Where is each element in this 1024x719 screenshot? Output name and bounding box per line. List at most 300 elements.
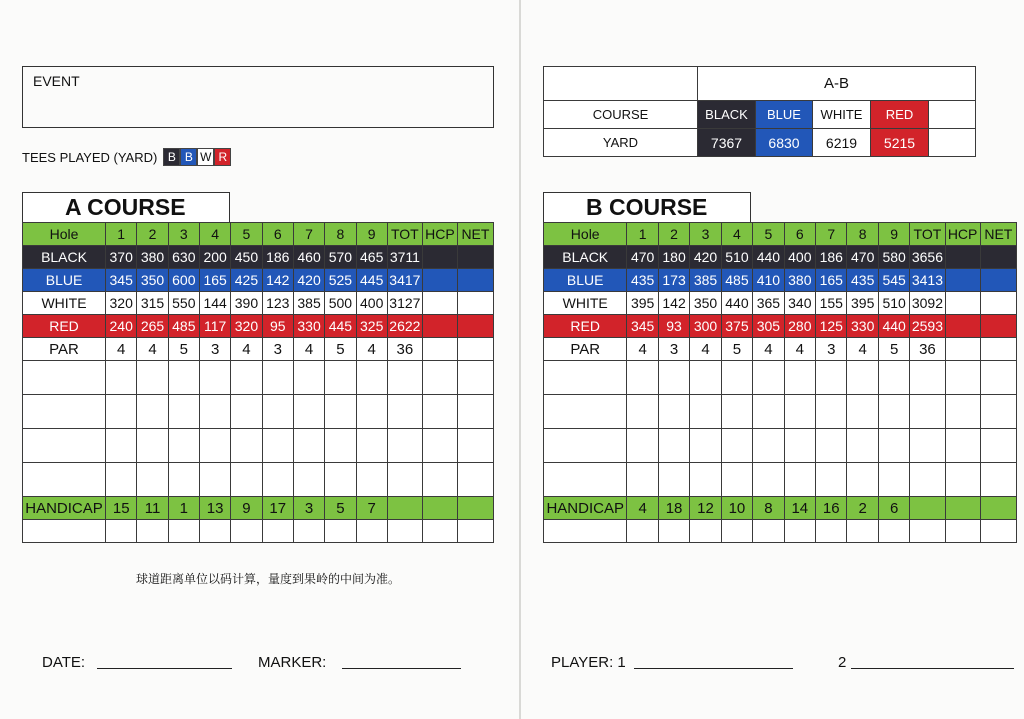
score-entry-cell[interactable] bbox=[980, 463, 1016, 497]
handicap-value-cell: 6 bbox=[878, 497, 909, 520]
black-value-cell: 3656 bbox=[910, 246, 945, 269]
score-entry-cell[interactable] bbox=[816, 463, 847, 497]
score-entry-cell[interactable] bbox=[721, 429, 752, 463]
ab-empty-cell bbox=[929, 101, 976, 129]
black-value-cell: 200 bbox=[199, 246, 230, 269]
a-course-scorecard bbox=[22, 222, 494, 543]
par-value-cell: 5 bbox=[168, 338, 199, 361]
blue-row-label: BLUE bbox=[544, 269, 627, 292]
score-entry-cell[interactable] bbox=[387, 520, 422, 543]
handicap-value-cell: 5 bbox=[325, 497, 356, 520]
score-entry-cell[interactable] bbox=[262, 463, 293, 497]
par-value-cell: 4 bbox=[231, 338, 262, 361]
black-value-cell: 186 bbox=[816, 246, 847, 269]
hole-header-cell: 9 bbox=[356, 223, 387, 246]
score-entry-cell[interactable] bbox=[168, 361, 199, 395]
white-tee-row bbox=[544, 292, 1017, 315]
handicap-net-cell[interactable] bbox=[980, 497, 1016, 520]
blue-value-cell: 420 bbox=[293, 269, 324, 292]
score-entry-cell[interactable] bbox=[847, 395, 878, 429]
black-value-cell: 470 bbox=[847, 246, 878, 269]
handicap-net-cell[interactable] bbox=[457, 497, 493, 520]
ab-yardage-table bbox=[543, 66, 976, 157]
score-entry-cell[interactable] bbox=[387, 361, 422, 395]
score-entry-cell[interactable] bbox=[721, 463, 752, 497]
score-entry-cell[interactable] bbox=[106, 361, 137, 395]
score-entry-cell[interactable] bbox=[137, 463, 168, 497]
score-entry-cell[interactable] bbox=[231, 395, 262, 429]
score-entry-cell[interactable] bbox=[293, 429, 324, 463]
score-entry-cell[interactable] bbox=[910, 429, 945, 463]
score-entry-cell[interactable] bbox=[627, 429, 658, 463]
white-net-cell[interactable] bbox=[980, 292, 1016, 315]
score-entry-cell[interactable] bbox=[753, 520, 784, 543]
par-value-cell: 4 bbox=[137, 338, 168, 361]
red-hcp-cell[interactable] bbox=[422, 315, 457, 338]
score-entry-cell[interactable] bbox=[658, 463, 689, 497]
white-value-cell: 395 bbox=[847, 292, 878, 315]
score-entry-cell[interactable] bbox=[293, 520, 324, 543]
score-entry-cell[interactable] bbox=[544, 361, 627, 395]
score-entry-cell[interactable] bbox=[910, 463, 945, 497]
handicap-value-cell: 10 bbox=[721, 497, 752, 520]
tee-swatch-white[interactable]: W bbox=[197, 148, 214, 166]
score-entry-cell[interactable] bbox=[658, 395, 689, 429]
par-value-cell: 4 bbox=[627, 338, 658, 361]
b-course-title: B COURSE bbox=[586, 194, 708, 220]
score-entry-cell[interactable] bbox=[262, 361, 293, 395]
black-hcp-cell[interactable] bbox=[422, 246, 457, 269]
handicap-row bbox=[23, 497, 494, 520]
blue-net-cell[interactable] bbox=[457, 269, 493, 292]
score-entry-row bbox=[23, 520, 494, 543]
red-value-cell: 240 bbox=[106, 315, 137, 338]
red-value-cell: 325 bbox=[356, 315, 387, 338]
score-entry-cell[interactable] bbox=[627, 395, 658, 429]
score-entry-row bbox=[544, 395, 1017, 429]
par-value-cell: 5 bbox=[325, 338, 356, 361]
score-entry-cell[interactable] bbox=[457, 395, 493, 429]
ab-tee-red: RED bbox=[871, 101, 929, 129]
par-hcp-cell[interactable] bbox=[945, 338, 980, 361]
score-entry-cell[interactable] bbox=[457, 361, 493, 395]
score-entry-cell[interactable] bbox=[457, 429, 493, 463]
white-value-cell: 385 bbox=[293, 292, 324, 315]
score-entry-cell[interactable] bbox=[231, 520, 262, 543]
score-entry-cell[interactable] bbox=[356, 520, 387, 543]
score-entry-cell[interactable] bbox=[23, 361, 106, 395]
blue-value-cell: 345 bbox=[106, 269, 137, 292]
score-entry-cell[interactable] bbox=[945, 520, 980, 543]
tee-swatch-red[interactable]: R bbox=[214, 148, 231, 166]
score-entry-cell[interactable] bbox=[168, 520, 199, 543]
score-entry-cell[interactable] bbox=[356, 395, 387, 429]
score-entry-cell[interactable] bbox=[387, 395, 422, 429]
score-entry-cell[interactable] bbox=[422, 429, 457, 463]
score-entry-cell[interactable] bbox=[422, 463, 457, 497]
black-value-cell: 510 bbox=[721, 246, 752, 269]
handicap-hcp-cell[interactable] bbox=[422, 497, 457, 520]
white-value-cell: 340 bbox=[784, 292, 815, 315]
hole-header-label: Hole bbox=[23, 223, 106, 246]
blue-value-cell: 3417 bbox=[387, 269, 422, 292]
white-hcp-cell[interactable] bbox=[945, 292, 980, 315]
white-value-cell: 3127 bbox=[387, 292, 422, 315]
blue-value-cell: 165 bbox=[199, 269, 230, 292]
score-entry-cell[interactable] bbox=[544, 395, 627, 429]
score-entry-cell[interactable] bbox=[721, 361, 752, 395]
black-value-cell: 186 bbox=[262, 246, 293, 269]
score-entry-cell[interactable] bbox=[690, 395, 721, 429]
score-entry-cell[interactable] bbox=[910, 361, 945, 395]
score-entry-cell[interactable] bbox=[753, 429, 784, 463]
score-entry-cell[interactable] bbox=[457, 463, 493, 497]
b-course-title-box bbox=[543, 192, 751, 222]
white-value-cell: 315 bbox=[137, 292, 168, 315]
par-net-cell[interactable] bbox=[980, 338, 1016, 361]
score-entry-row bbox=[23, 429, 494, 463]
score-entry-cell[interactable] bbox=[847, 463, 878, 497]
score-entry-cell[interactable] bbox=[544, 429, 627, 463]
tee-swatch-black[interactable]: B bbox=[163, 148, 180, 166]
blue-value-cell: 142 bbox=[262, 269, 293, 292]
score-entry-cell[interactable] bbox=[23, 463, 106, 497]
score-entry-cell[interactable] bbox=[980, 520, 1016, 543]
score-entry-cell[interactable] bbox=[910, 395, 945, 429]
score-entry-cell[interactable] bbox=[168, 395, 199, 429]
handicap-row-label: HANDICAP bbox=[23, 497, 106, 520]
red-value-cell: 445 bbox=[325, 315, 356, 338]
hole-header-cell: 2 bbox=[137, 223, 168, 246]
blue-value-cell: 445 bbox=[356, 269, 387, 292]
score-entry-cell[interactable] bbox=[627, 361, 658, 395]
score-entry-cell[interactable] bbox=[356, 463, 387, 497]
event-field[interactable] bbox=[22, 66, 494, 128]
blue-value-cell: 545 bbox=[878, 269, 909, 292]
blue-value-cell: 435 bbox=[627, 269, 658, 292]
score-entry-cell[interactable] bbox=[627, 520, 658, 543]
score-entry-cell[interactable] bbox=[422, 361, 457, 395]
score-entry-cell[interactable] bbox=[325, 520, 356, 543]
white-value-cell: 144 bbox=[199, 292, 230, 315]
handicap-value-cell: 13 bbox=[199, 497, 230, 520]
ab-yard-label: YARD bbox=[544, 129, 698, 157]
score-entry-cell[interactable] bbox=[325, 463, 356, 497]
white-value-cell: 395 bbox=[627, 292, 658, 315]
white-value-cell: 155 bbox=[816, 292, 847, 315]
score-entry-cell[interactable] bbox=[945, 395, 980, 429]
score-entry-cell[interactable] bbox=[293, 395, 324, 429]
blue-value-cell: 3413 bbox=[910, 269, 945, 292]
score-entry-cell[interactable] bbox=[356, 361, 387, 395]
score-entry-cell[interactable] bbox=[878, 520, 909, 543]
par-row-label: PAR bbox=[544, 338, 627, 361]
hole-header-cell: 1 bbox=[627, 223, 658, 246]
white-value-cell: 440 bbox=[721, 292, 752, 315]
score-entry-cell[interactable] bbox=[658, 361, 689, 395]
score-entry-cell[interactable] bbox=[262, 395, 293, 429]
score-entry-cell[interactable] bbox=[847, 520, 878, 543]
hole-header-cell: 1 bbox=[106, 223, 137, 246]
hole-header-row bbox=[23, 223, 494, 246]
score-entry-cell[interactable] bbox=[945, 361, 980, 395]
red-value-cell: 330 bbox=[293, 315, 324, 338]
score-entry-cell[interactable] bbox=[168, 429, 199, 463]
hole-header-cell: 2 bbox=[658, 223, 689, 246]
hole-header-row bbox=[544, 223, 1017, 246]
score-entry-cell[interactable] bbox=[23, 395, 106, 429]
score-entry-cell[interactable] bbox=[356, 429, 387, 463]
red-tee-row bbox=[23, 315, 494, 338]
handicap-value-cell: 12 bbox=[690, 497, 721, 520]
score-entry-cell[interactable] bbox=[658, 520, 689, 543]
tees-played-label: TEES PLAYED (YARD) bbox=[22, 149, 158, 165]
score-entry-cell[interactable] bbox=[106, 463, 137, 497]
score-entry-cell[interactable] bbox=[784, 429, 815, 463]
score-entry-cell[interactable] bbox=[627, 463, 658, 497]
score-entry-cell[interactable] bbox=[199, 429, 230, 463]
white-value-cell: 400 bbox=[356, 292, 387, 315]
par-value-cell: 4 bbox=[847, 338, 878, 361]
player2-line[interactable] bbox=[851, 668, 1014, 669]
score-entry-cell[interactable] bbox=[816, 361, 847, 395]
white-hcp-cell[interactable] bbox=[422, 292, 457, 315]
score-entry-cell[interactable] bbox=[137, 395, 168, 429]
handicap-hcp-cell[interactable] bbox=[945, 497, 980, 520]
par-value-cell: 4 bbox=[293, 338, 324, 361]
player2-label: 2 bbox=[838, 654, 847, 671]
score-entry-cell[interactable] bbox=[293, 361, 324, 395]
score-entry-cell[interactable] bbox=[910, 520, 945, 543]
score-entry-cell[interactable] bbox=[387, 463, 422, 497]
blue-value-cell: 410 bbox=[753, 269, 784, 292]
ab-yard-black: 7367 bbox=[698, 129, 756, 157]
white-value-cell: 350 bbox=[690, 292, 721, 315]
black-value-cell: 570 bbox=[325, 246, 356, 269]
hole-header-cell: NET bbox=[980, 223, 1016, 246]
handicap-value-cell: 14 bbox=[784, 497, 815, 520]
tee-swatch-blue[interactable]: B bbox=[180, 148, 197, 166]
score-entry-cell[interactable] bbox=[784, 520, 815, 543]
red-value-cell: 345 bbox=[627, 315, 658, 338]
white-value-cell: 3092 bbox=[910, 292, 945, 315]
hole-header-cell: HCP bbox=[945, 223, 980, 246]
hole-header-cell: 8 bbox=[847, 223, 878, 246]
blue-hcp-cell[interactable] bbox=[422, 269, 457, 292]
hole-header-cell: 8 bbox=[325, 223, 356, 246]
a-course-title: A COURSE bbox=[65, 194, 186, 220]
black-value-cell: 460 bbox=[293, 246, 324, 269]
blue-value-cell: 485 bbox=[721, 269, 752, 292]
white-value-cell: 510 bbox=[878, 292, 909, 315]
par-value-cell: 3 bbox=[262, 338, 293, 361]
score-entry-cell[interactable] bbox=[753, 361, 784, 395]
red-value-cell: 125 bbox=[816, 315, 847, 338]
marker-label: MARKER: bbox=[258, 654, 327, 671]
par-hcp-cell[interactable] bbox=[422, 338, 457, 361]
white-value-cell: 550 bbox=[168, 292, 199, 315]
black-value-cell: 470 bbox=[627, 246, 658, 269]
white-value-cell: 365 bbox=[753, 292, 784, 315]
score-entry-cell[interactable] bbox=[199, 463, 230, 497]
red-value-cell: 2622 bbox=[387, 315, 422, 338]
score-entry-cell[interactable] bbox=[847, 361, 878, 395]
score-entry-cell[interactable] bbox=[199, 520, 230, 543]
score-entry-cell[interactable] bbox=[231, 429, 262, 463]
score-entry-cell[interactable] bbox=[199, 395, 230, 429]
score-entry-cell[interactable] bbox=[945, 463, 980, 497]
white-value-cell: 123 bbox=[262, 292, 293, 315]
score-entry-cell[interactable] bbox=[878, 429, 909, 463]
blue-value-cell: 385 bbox=[690, 269, 721, 292]
player1-line[interactable] bbox=[634, 668, 793, 669]
handicap-value-cell: 9 bbox=[231, 497, 262, 520]
par-value-cell: 3 bbox=[199, 338, 230, 361]
white-value-cell: 500 bbox=[325, 292, 356, 315]
red-net-cell[interactable] bbox=[980, 315, 1016, 338]
blue-tee-row bbox=[23, 269, 494, 292]
blue-value-cell: 600 bbox=[168, 269, 199, 292]
blue-hcp-cell[interactable] bbox=[945, 269, 980, 292]
event-label: EVENT bbox=[33, 73, 80, 89]
score-entry-cell[interactable] bbox=[106, 395, 137, 429]
score-entry-cell[interactable] bbox=[262, 520, 293, 543]
black-tee-row bbox=[544, 246, 1017, 269]
par-net-cell[interactable] bbox=[457, 338, 493, 361]
blue-value-cell: 435 bbox=[847, 269, 878, 292]
score-entry-cell[interactable] bbox=[422, 520, 457, 543]
score-entry-cell[interactable] bbox=[784, 395, 815, 429]
score-entry-cell[interactable] bbox=[690, 429, 721, 463]
tee-swatches bbox=[163, 148, 231, 166]
red-value-cell: 93 bbox=[658, 315, 689, 338]
score-entry-cell[interactable] bbox=[544, 463, 627, 497]
score-entry-cell[interactable] bbox=[262, 429, 293, 463]
yardage-note: 球道距离单位以码计算，量度到果岭的中间为准。 bbox=[136, 572, 401, 586]
score-entry-row bbox=[544, 520, 1017, 543]
score-entry-cell[interactable] bbox=[23, 520, 106, 543]
black-value-cell: 3711 bbox=[387, 246, 422, 269]
score-entry-cell[interactable] bbox=[878, 463, 909, 497]
score-entry-cell[interactable] bbox=[945, 429, 980, 463]
score-entry-cell[interactable] bbox=[231, 361, 262, 395]
handicap-value-cell: 11 bbox=[137, 497, 168, 520]
score-entry-cell[interactable] bbox=[690, 463, 721, 497]
score-entry-cell[interactable] bbox=[106, 520, 137, 543]
blue-row-label: BLUE bbox=[23, 269, 106, 292]
red-net-cell[interactable] bbox=[457, 315, 493, 338]
par-value-cell: 36 bbox=[387, 338, 422, 361]
red-value-cell: 330 bbox=[847, 315, 878, 338]
score-entry-cell[interactable] bbox=[753, 395, 784, 429]
black-row-label: BLACK bbox=[23, 246, 106, 269]
par-value-cell: 4 bbox=[356, 338, 387, 361]
par-value-cell: 3 bbox=[816, 338, 847, 361]
score-entry-cell[interactable] bbox=[980, 361, 1016, 395]
score-entry-cell[interactable] bbox=[106, 429, 137, 463]
red-hcp-cell[interactable] bbox=[945, 315, 980, 338]
score-entry-cell[interactable] bbox=[325, 361, 356, 395]
score-entry-cell[interactable] bbox=[784, 361, 815, 395]
score-entry-cell[interactable] bbox=[231, 463, 262, 497]
hole-header-cell: 4 bbox=[199, 223, 230, 246]
black-net-cell[interactable] bbox=[457, 246, 493, 269]
black-value-cell: 380 bbox=[137, 246, 168, 269]
score-entry-cell[interactable] bbox=[721, 520, 752, 543]
par-value-cell: 36 bbox=[910, 338, 945, 361]
black-value-cell: 450 bbox=[231, 246, 262, 269]
score-entry-cell[interactable] bbox=[721, 395, 752, 429]
page-fold bbox=[519, 0, 521, 719]
white-row-label: WHITE bbox=[23, 292, 106, 315]
score-entry-cell[interactable] bbox=[878, 395, 909, 429]
score-entry-cell[interactable] bbox=[690, 361, 721, 395]
red-row-label: RED bbox=[544, 315, 627, 338]
hole-header-cell: 6 bbox=[262, 223, 293, 246]
score-entry-cell[interactable] bbox=[325, 429, 356, 463]
marker-line[interactable] bbox=[342, 668, 461, 669]
hole-header-cell: 7 bbox=[816, 223, 847, 246]
red-value-cell: 95 bbox=[262, 315, 293, 338]
handicap-value-cell: 2 bbox=[847, 497, 878, 520]
hole-header-cell: TOT bbox=[387, 223, 422, 246]
score-entry-cell[interactable] bbox=[753, 463, 784, 497]
score-entry-cell[interactable] bbox=[168, 463, 199, 497]
hole-header-cell: 9 bbox=[878, 223, 909, 246]
handicap-value-cell: 8 bbox=[753, 497, 784, 520]
handicap-value-cell: 15 bbox=[106, 497, 137, 520]
score-entry-cell[interactable] bbox=[980, 429, 1016, 463]
score-entry-cell[interactable] bbox=[690, 520, 721, 543]
score-entry-cell[interactable] bbox=[137, 520, 168, 543]
white-tee-row bbox=[23, 292, 494, 315]
score-entry-cell[interactable] bbox=[422, 395, 457, 429]
score-entry-cell[interactable] bbox=[457, 520, 493, 543]
score-entry-cell[interactable] bbox=[980, 395, 1016, 429]
score-entry-cell[interactable] bbox=[816, 429, 847, 463]
handicap-value-cell: 3 bbox=[293, 497, 324, 520]
score-entry-cell[interactable] bbox=[784, 463, 815, 497]
white-net-cell[interactable] bbox=[457, 292, 493, 315]
hole-header-cell: 5 bbox=[753, 223, 784, 246]
score-entry-cell[interactable] bbox=[137, 361, 168, 395]
score-entry-cell[interactable] bbox=[544, 520, 627, 543]
score-entry-cell[interactable] bbox=[23, 429, 106, 463]
score-entry-cell[interactable] bbox=[658, 429, 689, 463]
red-value-cell: 305 bbox=[753, 315, 784, 338]
white-value-cell: 390 bbox=[231, 292, 262, 315]
date-line[interactable] bbox=[97, 668, 232, 669]
score-entry-cell[interactable] bbox=[325, 395, 356, 429]
score-entry-cell[interactable] bbox=[293, 463, 324, 497]
par-value-cell: 3 bbox=[658, 338, 689, 361]
score-entry-cell[interactable] bbox=[137, 429, 168, 463]
score-entry-cell[interactable] bbox=[387, 429, 422, 463]
black-net-cell[interactable] bbox=[980, 246, 1016, 269]
black-hcp-cell[interactable] bbox=[945, 246, 980, 269]
red-value-cell: 117 bbox=[199, 315, 230, 338]
handicap-row-label: HANDICAP bbox=[544, 497, 627, 520]
score-entry-cell[interactable] bbox=[816, 395, 847, 429]
ab-yard-red: 5215 bbox=[871, 129, 929, 157]
score-entry-cell[interactable] bbox=[878, 361, 909, 395]
blue-net-cell[interactable] bbox=[980, 269, 1016, 292]
par-row-label: PAR bbox=[23, 338, 106, 361]
score-entry-cell[interactable] bbox=[199, 361, 230, 395]
ab-tee-blue: BLUE bbox=[756, 101, 813, 129]
score-entry-cell[interactable] bbox=[816, 520, 847, 543]
score-entry-cell[interactable] bbox=[847, 429, 878, 463]
